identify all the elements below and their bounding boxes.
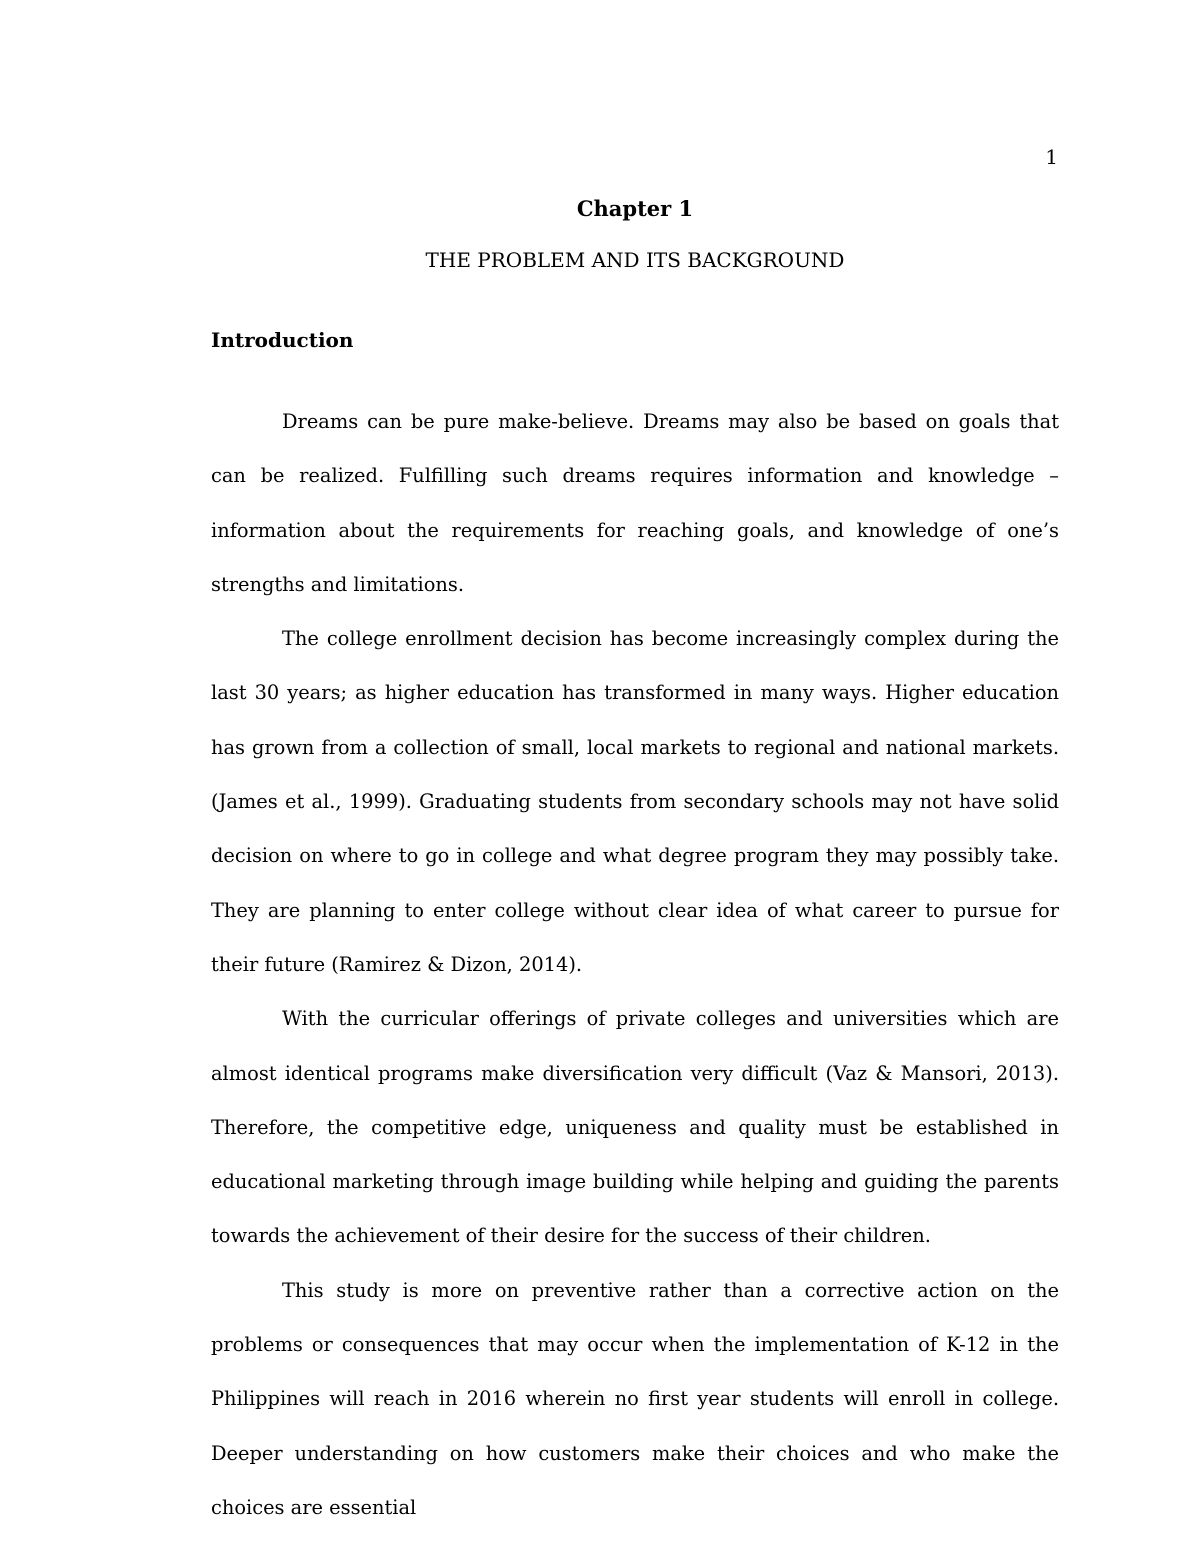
body-text — [211, 395, 1059, 1535]
paragraph: The college enrollment decision has become increasingly complex during the last 30 years; as higher education has transformed in many ways. Higher education has grown from a collection of small, local markets to regional and national markets. (James et al., 1999). Graduating students from secondary schools may not have solid decision on where to go in college and what degree program they may possibly take. They are planning to enter college without clear idea of what career to pursue for their future (Ramirez & Dizon, 2014). — [211, 627, 1059, 976]
section-heading: Introduction — [211, 328, 354, 352]
chapter-title: THE PROBLEM AND ITS BACKGROUND — [425, 248, 845, 272]
paragraph: Dreams can be pure make-believe. Dreams may also be based on goals that can be realized. Fulfilling such dreams requires information and knowledge – information about the requirements for reaching goals, and knowledge of one’s strengths and limitations. — [211, 410, 1059, 596]
paragraph: This study is more on preventive rather than a corrective action on the problems or consequences that may occur when the implementation of K-12 in the Philippines will reach in 2016 wherein no first year students will enroll in college. Deeper understanding on how customers make their choices and who make the choices are essential — [211, 1278, 1059, 1519]
paragraph: With the curricular offerings of private colleges and universities which are almost identical programs make diversification very difficult (Vaz & Mansori, 2013). Therefore, the competitive edge, uniqueness and quality must be established in educational marketing through image building while helping and guiding the parents towards the achievement of their desire for the success of their children. — [211, 1007, 1059, 1248]
page-number: 1 — [1045, 145, 1058, 169]
chapter-number: Chapter 1 — [576, 196, 694, 221]
